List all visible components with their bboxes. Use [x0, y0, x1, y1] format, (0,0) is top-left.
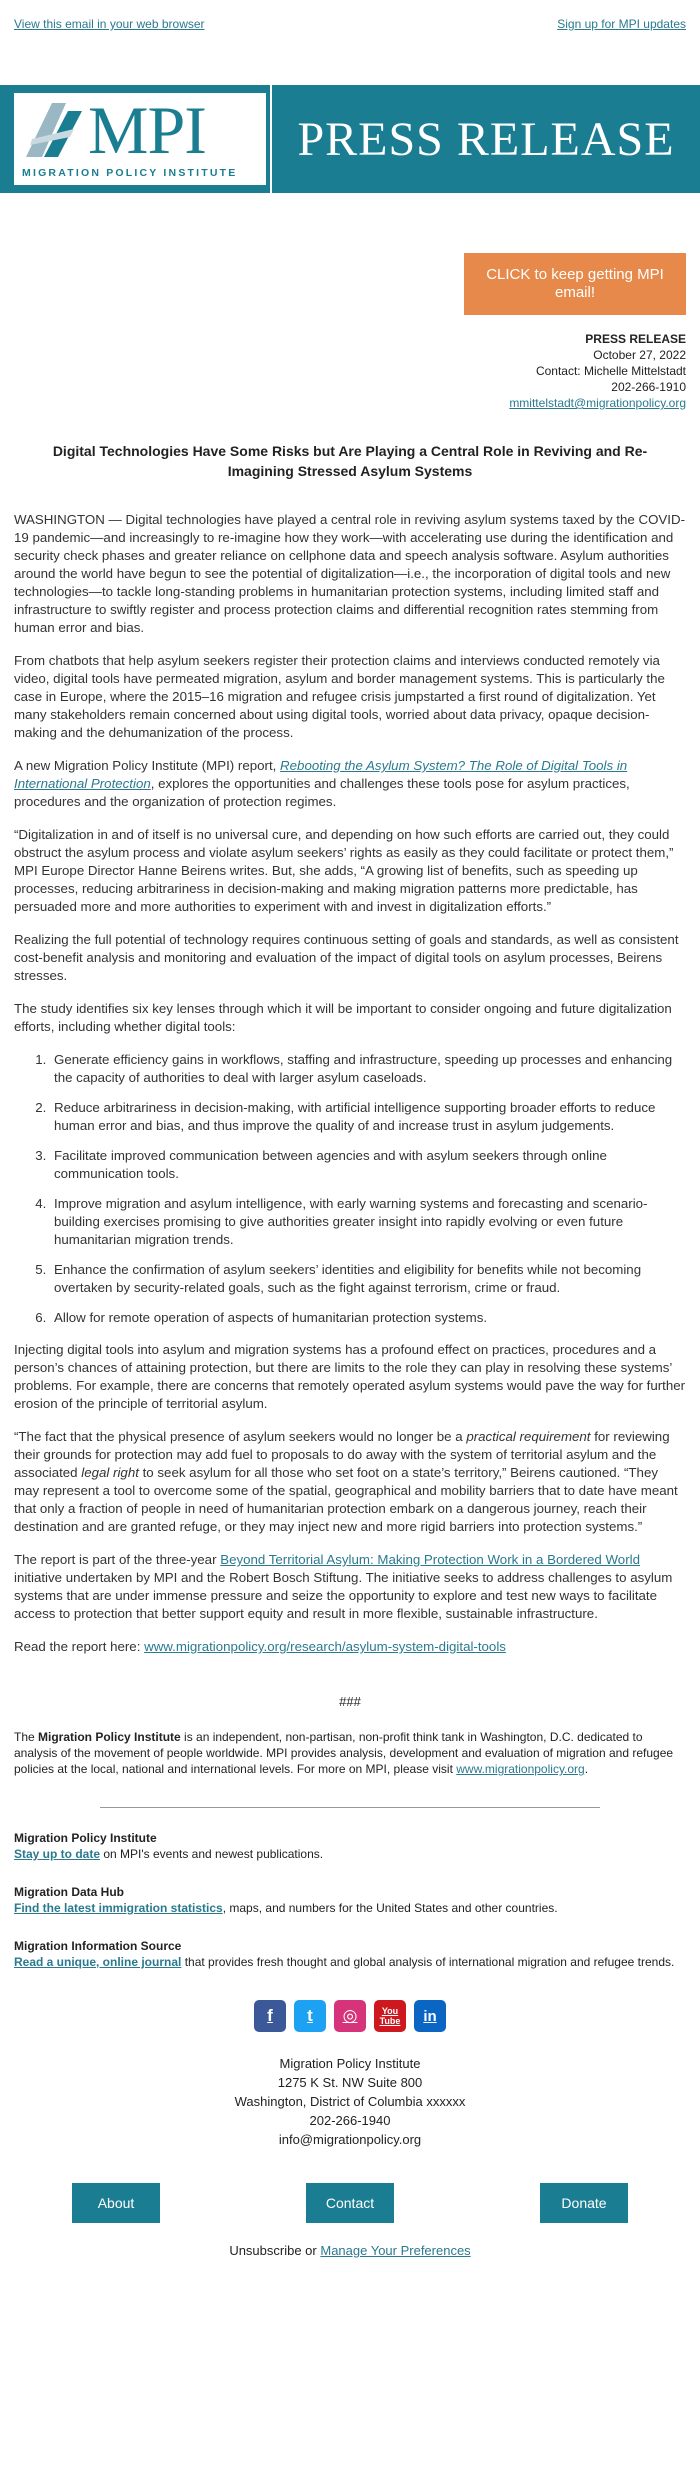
header-banner: [0, 85, 700, 193]
logo-subtitle: MIGRATION POLICY INSTITUTE: [22, 167, 238, 179]
linkedin-icon[interactable]: in: [414, 2000, 446, 2032]
report-title-link[interactable]: Rebooting the Asylum System? The Role of Digital Tools in International Protection: [14, 758, 628, 791]
paragraph: From chatbots that help asylum seekers register their protection claims and interviews conducted remotely via video, digital tools have permeated migration, asylum and border management systems. This is particularly the case in Europe, where the 2015–16 migration and refugee crisis jumpstarted a first round of digitalization. Yet many stakeholders remain concerned about using digital tools, worried about data privacy, opaque decision-making and the dehumanization of the process.: [14, 653, 665, 740]
facebook-icon[interactable]: f: [254, 2000, 286, 2032]
footer-buttons: [0, 2183, 700, 2223]
email: info@migrationpolicy.org: [278, 2132, 422, 2147]
paragraph: The report is part of the three-year Beyond Territorial Asylum: Making Protection Work in a Bordered World initiative undertaken by MPI and the Robert Bosch Stiftung. The initiative seeks to address challenges to asylum systems that are under immense pressure and seize the opportunity to explore and test new ways to facilitate access to protection that better support equity and result in more flexible, sustainable infrastructure.: [14, 1552, 673, 1621]
about-mpi: The Migration Policy Institute is an independent, non-partisan, non-profit think tank in Washington, D.C. dedicated to analysis of the movement of people worldwide. MPI provides analysis, development and evaluation of migration and refugee policies at the local, national and international levels. For more on MPI, please visit www.migrationpolicy.org.: [14, 1730, 674, 1776]
manage-preferences-link[interactable]: Manage Your Preferences: [320, 2243, 471, 2258]
list-item: 6. Allow for remote operation of aspects of humanitarian protection systems.: [50, 1309, 686, 1327]
list-item: 3. Facilitate improved communication between agencies and with asylum seekers through online communication tools.: [50, 1147, 686, 1183]
meta-date: October 27, 2022: [593, 348, 686, 362]
immigration-statistics-link[interactable]: Find the latest immigration statistics: [14, 1901, 223, 1915]
lenses-list: [50, 1051, 686, 1327]
list-item: 5. Enhance the confirmation of asylum seekers’ identities and eligibility for benefits while not becoming overtaken by security-related goals, such as the fight against terrorism, crime or fraud.: [50, 1261, 686, 1297]
instagram-icon[interactable]: ◎: [334, 2000, 366, 2032]
keep-getting-email-button[interactable]: CLICK to keep getting MPI email!: [464, 253, 686, 315]
divider: [100, 1807, 600, 1808]
footer-section-information-source: Migration Information Source Read a unique, online journal that provides fresh thought and global analysis of international migration and refugee trends.: [0, 1938, 700, 1970]
section-title: Migration Policy Institute: [14, 1831, 157, 1845]
meta-phone: 202-266-1910: [611, 380, 686, 394]
end-marker: ###: [339, 1694, 361, 1709]
paragraph: Injecting digital tools into asylum and migration systems has a profound effect on practices, procedures and a person’s chances of attaining protection, but there are limits to the role they can play in resolving these systems’ problems. For example, there are concerns that remotely operated asylum systems would pave the way for further erosion of the principle of territorial asylum.: [14, 1342, 686, 1411]
paragraph: The study identifies six key lenses through which it will be important to consider ongoing and future digitalization efforts, including whether digital tools:: [14, 1001, 672, 1034]
initiative-link[interactable]: Beyond Territorial Asylum: Making Protection Work in a Bordered World: [220, 1552, 640, 1567]
list-item: 4. Improve migration and asylum intelligence, with early warning systems and forecasting and scenario-building exercises promising to give authorities greater insight into rapidly evolving or even future humanitarian migration trends.: [50, 1195, 686, 1249]
street: 1275 K St. NW Suite 800: [277, 2075, 423, 2090]
phone: 202-266-1940: [309, 2113, 391, 2128]
social-links: [0, 2000, 700, 2032]
online-journal-link[interactable]: Read a unique, online journal: [14, 1955, 182, 1969]
org-name: Migration Policy Institute: [279, 2056, 421, 2071]
paragraph: Read the report here: www.migrationpolicy.org/research/asylum-system-digital-tools: [14, 1639, 506, 1654]
logo-text: MPI: [88, 92, 206, 168]
top-bar: [0, 0, 700, 48]
paragraph: Realizing the full potential of technology requires continuous setting of goals and standards, as well as consistent cost-benefit analysis and monitoring and evaluation of the impact of digital tools on asylum processes, Beirens stresses.: [14, 932, 679, 983]
section-title: Migration Information Source: [14, 1939, 182, 1953]
meta-contact: Contact: Michelle Mittelstadt: [535, 364, 686, 378]
twitter-icon[interactable]: t: [294, 2000, 326, 2032]
meta-label: PRESS RELEASE: [585, 332, 686, 346]
press-release-meta: [0, 331, 700, 411]
mailing-address: [0, 2054, 700, 2149]
paragraph: WASHINGTON — Digital technologies have played a central role in reviving asylum systems taxed by the COVID-19 pandemic—and increasingly to re-imagine how they work—with accelerating use during the identification and security check phases and greater reliance on cellphone data and speech analysis software. Asylum authorities around the world have begun to see the potential of digitalization—i.e., the incorporation of digital tools and new technologies—to tackle long-standing problems in humanitarian protection systems, including limited staff and infrastructure to swiftly register and process protection claims and differential recognition rates stemming from human error and bias.: [14, 512, 686, 635]
paragraph: “The fact that the physical presence of asylum seekers would no longer be a practical requirement for reviewing their grounds for protection may add fuel to proposals to do away with the system of territorial asylum and the associated legal right to seek asylum for all those who set foot on a state’s territory,” Beirens cautioned. “They may represent a tool to overcome some of the spatial, geographical and mobility barriers that to date have meant that only a fraction of people in need of humanitarian protection embark on a dangerous journey, reach their destination and are granted refuge, or they may inject new and more rigid barriers into protection systems.”: [14, 1429, 678, 1534]
headline: Digital Technologies Have Some Risks but Are Playing a Central Role in Reviving and Re-Imagining Stressed Asylum Systems: [52, 443, 648, 479]
stay-up-to-date-link[interactable]: Stay up to date: [14, 1847, 101, 1861]
article-body: [0, 511, 700, 1656]
view-in-browser-link[interactable]: View this email in your web browser: [14, 17, 205, 31]
donate-button[interactable]: Donate: [540, 2183, 628, 2223]
paragraph: “Digitalization in and of itself is no universal cure, and depending on how such efforts are carried out, they could obstruct the asylum process and violate asylum seekers’ rights as easily as they could facilitate or protect them,” MPI Europe Director Hanne Beirens writes. But, she adds, “A growing list of benefits, such as speeding up processes, reducing arbitrariness in decision-making and making migration patterns more predictable, has persuaded more and more authorities to experiment with and invest in digitalization efforts.”: [14, 827, 674, 914]
press-release-banner-title: PRESS RELEASE: [272, 85, 700, 193]
footer-section-mpi: Migration Policy Institute Stay up to date on MPI's events and newest publications.: [0, 1830, 700, 1862]
mpi-website-link[interactable]: www.migrationpolicy.org: [456, 1762, 585, 1776]
list-item: 1. Generate efficiency gains in workflows, staffing and infrastructure, speeding up processes and enhancing the capacity of authorities to deal with larger asylum caseloads.: [50, 1051, 686, 1087]
about-button[interactable]: About: [72, 2183, 160, 2223]
mpi-logo-mark-icon: [22, 99, 86, 161]
city: Washington, District of Columbia xxxxxx: [234, 2094, 466, 2109]
paragraph: A new Migration Policy Institute (MPI) report, Rebooting the Asylum System? The Role of Digital Tools in International Protection, explores the opportunities and challenges these tools pose for asylum practices, procedures and the organization of protection regimes.: [14, 758, 630, 809]
contact-button[interactable]: Contact: [306, 2183, 394, 2223]
youtube-icon[interactable]: You Tube: [374, 2000, 406, 2032]
unsubscribe: Unsubscribe or Manage Your Preferences: [229, 2243, 471, 2258]
meta-email-link[interactable]: mmittelstadt@migrationpolicy.org: [509, 396, 686, 410]
mpi-logo[interactable]: [14, 93, 266, 185]
section-title: Migration Data Hub: [14, 1885, 124, 1899]
report-url-link[interactable]: www.migrationpolicy.org/research/asylum-system-digital-tools: [144, 1639, 506, 1654]
signup-link[interactable]: Sign up for MPI updates: [557, 17, 686, 31]
list-item: 2. Reduce arbitrariness in decision-making, with artificial intelligence supporting broader efforts to reduce human error and bias, and thus improve the quality of and increase trust in asylum judgements.: [50, 1099, 686, 1135]
footer-section-data-hub: Migration Data Hub Find the latest immigration statistics, maps, and numbers for the United States and other countries.: [0, 1884, 700, 1916]
